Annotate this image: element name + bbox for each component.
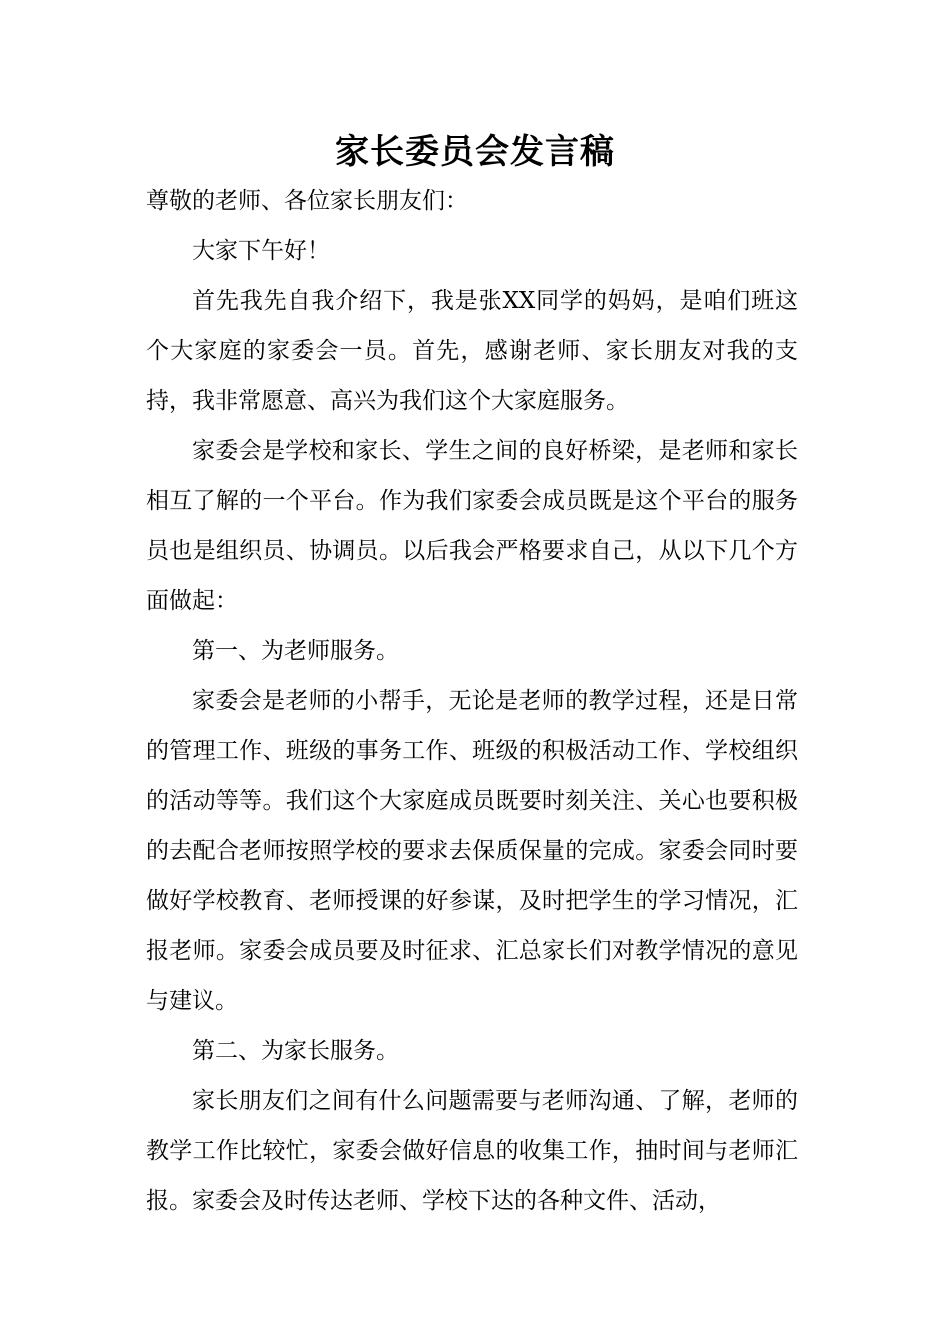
section-heading: 第一、为老师服务。: [192, 638, 399, 664]
salutation: 尊敬的老师、各位家长朋友们：: [146, 188, 468, 214]
document-body: [146, 176, 798, 1226]
section-heading: 第二、为家长服务。: [192, 1038, 399, 1064]
paragraph: 家委会是学校和家长、学生之间的良好桥梁，是老师和家长相互了解的一个平台。作为我们家委会成员既是这个平台的服务员也是组织员、协调员。以后我会严格要求自己，从以下几个方面做起：: [146, 438, 798, 614]
paragraph: 家委会是老师的小帮手，无论是老师的教学过程，还是日常的管理工作、班级的事务工作、班级的积极活动工作、学校组织的活动等等。我们这个大家庭成员既要时刻关注、关心也要积极的去配合老师按照学校的要求去保质保量的完成。家委会同时要做好学校教育、老师授课的好参谋，及时把学生的学习情况，汇报老师。家委会成员要及时征求、汇总家长们对教学情况的意见与建议。: [146, 688, 798, 1014]
greeting: 大家下午好！: [192, 238, 330, 264]
paragraph: 首先我先自我介绍下，我是张XX同学的妈妈，是咱们班这个大家庭的家委会一员。首先，感谢老师、家长朋友对我的支持，我非常愿意、高兴为我们这个大家庭服务。: [146, 288, 798, 414]
paragraph: 家长朋友们之间有什么问题需要与老师沟通、了解，老师的教学工作比较忙，家委会做好信息的收集工作，抽时间与老师汇报。家委会及时传达老师、学校下达的各种文件、活动，: [146, 1088, 798, 1214]
document-title: 家长委员会发言稿: [335, 132, 615, 172]
